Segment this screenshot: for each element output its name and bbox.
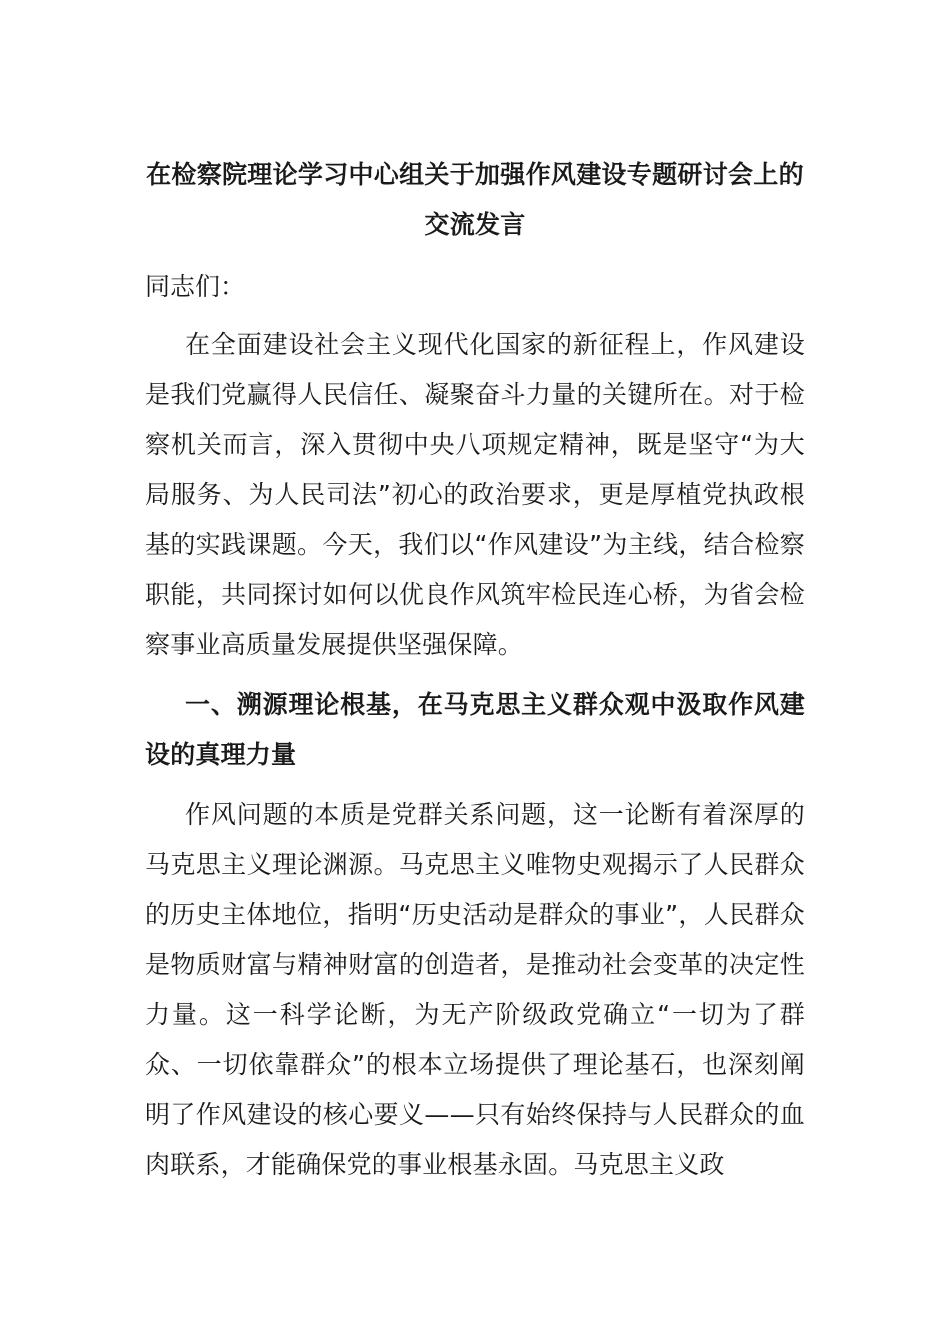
section-1-heading: 一、溯源理论根基，在马克思主义群众观中汲取作风建设的真理力量 [145,690,805,769]
salutation: 同志们： [145,272,246,301]
intro-paragraph: 在全面建设社会主义现代化国家的新征程上，作风建设是我们党赢得人民信任、凝聚奋斗力量的关键所在。对于检察机关而言，深入贯彻中央八项规定精神，既是坚守“为大局服务、为人民司法”初心的政治要求，更是厚植党执政根基的实践课题。今天，我们以“作风建设”为主线，结合检察职能，共同探讨如何以优良作风筑牢检民连心桥，为省会检察事业高质量发展提供坚强保障。 [145,330,805,659]
document-title: 在检察院理论学习中心组关于加强作风建设专题研讨会上的交流发言 [146,160,804,239]
section-1-paragraph: 作风问题的本质是党群关系问题，这一论断有着深厚的马克思主义理论渊源。马克思主义唯物史观揭示了人民群众的历史主体地位，指明“历史活动是群众的事业”，人民群众是物质财富与精神财富的创造者，是推动社会变革的决定性力量。这一科学论断，为无产阶级政党确立“一切为了群众、一切依靠群众”的根本立场提供了理论基石，也深刻阐明了作风建设的核心要义——只有始终保持与人民群众的血肉联系，才能确保党的事业根基永固。马克思主义政 [145,800,805,1179]
document-body [145,150,805,1200]
